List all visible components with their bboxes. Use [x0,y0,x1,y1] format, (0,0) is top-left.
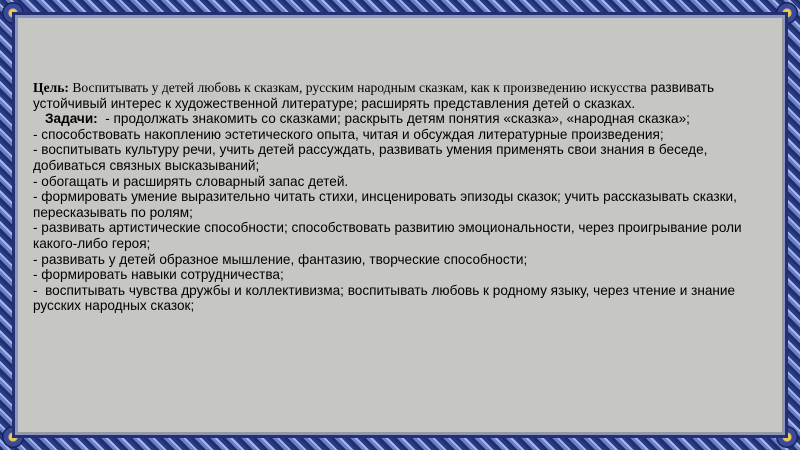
task-item: - развивать артистические способности; способствовать развитию эмоциональности, через проигрывание роли какого-либо героя; [33,220,742,251]
goal-label: Цель: [33,80,69,95]
task-item: - воспитывать культуру речи, учить детей рассуждать, развивать умения применять свои знания в беседе, добиваться связных высказываний; [33,142,708,173]
tasks-first-line [33,111,768,127]
task-item: - способствовать накоплению эстетического опыта, читая и обсуждая литературные произведения; [33,126,664,142]
goal-text-rest: развивать устойчивый интерес к художественной литературе; расширять представления детей о сказках. [33,80,715,111]
task-item: - обогащать и расширять словарный запас детей. [33,173,349,189]
goal-paragraph [33,80,768,111]
task-item: - формировать умение выразительно читать стихи, инсценировать эпизоды сказок; учить рассказывать сказки, пересказывать по ролям; [33,189,737,220]
task-item: - развивать у детей образное мышление, фантазию, творческие способности; [33,251,528,267]
slide-text [33,80,768,314]
goal-text-first-line: Воспитывать у детей любовь к сказкам, русским народным сказкам, как к произведению искусства [68,80,647,95]
task-item: - формировать навыки сотрудничества; [33,267,284,283]
tasks-first-item: - продолжать знакомить со сказками; раскрыть детям понятия «сказка», «народная сказка»; [97,111,690,127]
tasks-label: Задачи: [45,111,98,127]
task-item: - воспитывать чувства дружбы и коллективизма; воспитывать любовь к родному языку, через чтение и знание русских народных сказок; [33,282,739,314]
